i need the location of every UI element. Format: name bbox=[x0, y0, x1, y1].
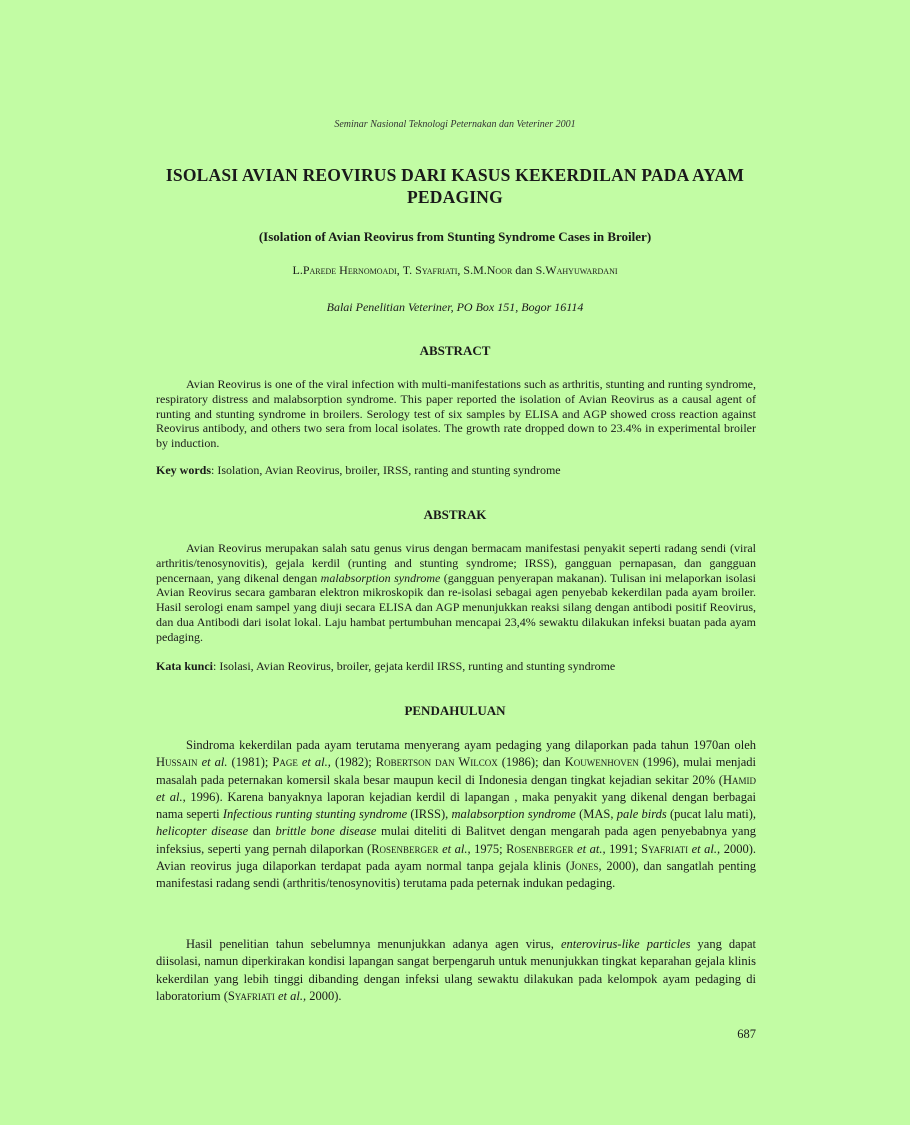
keywords-label: Key words bbox=[156, 463, 211, 477]
text-run: 2000). bbox=[306, 988, 342, 1003]
italic-term: et al., bbox=[274, 988, 307, 1003]
italic-term: malabsorption syndrome bbox=[451, 807, 576, 822]
text-run: (MAS, bbox=[575, 807, 617, 822]
text-run: 2000). Avian reovirus juga dilaporkan terdapat pada ayam normal tanpa gejala klinis ( bbox=[156, 841, 756, 874]
paper-subtitle: (Isolation of Avian Reovirus from Stunting Syndrome Cases in Broiler) bbox=[258, 229, 652, 244]
citation-author: Robertson dan Wilcox bbox=[375, 755, 498, 770]
abstrak-keywords bbox=[156, 659, 756, 674]
author-3: S.M.Noor bbox=[463, 263, 513, 277]
text-run: 1991; bbox=[605, 841, 642, 856]
citation-author: Syafriati bbox=[641, 841, 689, 856]
author-2: T. Syafriati bbox=[402, 263, 458, 277]
text-run: (1981); bbox=[227, 755, 273, 770]
text-run: yang dapat diisolasi, namun diperkirakan kondisi lapangan sangat berpengaruh untuk menunjukkan tingkat keparahan gejala klinis kekerdilan yang lebih tinggi dibanding dengan infeksi ulang sewaktu dilakukan pada kelompok ayam pedaging di laboratorium ( bbox=[156, 937, 756, 1003]
abstract-keywords bbox=[156, 463, 756, 478]
text-run: Hasil penelitian tahun sebelumnya menunjukkan adanya agen virus, bbox=[186, 937, 561, 951]
italic-term: Infectious runting stunting syndrome bbox=[222, 807, 408, 822]
italic-term: et al., bbox=[438, 841, 471, 856]
citation-author: Page bbox=[272, 755, 298, 770]
italic-term: et al. bbox=[197, 755, 228, 770]
abstrak-italic-term: malabsorption syndrome bbox=[320, 570, 441, 585]
intro-paragraph-1-text bbox=[156, 738, 756, 890]
citation-author: Kouwenhoven bbox=[564, 755, 639, 770]
citation-author: Hamid bbox=[722, 772, 756, 787]
text-run: , 2000), dan sangatlah penting manifestasi radang sendi (arthritis/tenosynovitis) terutama pada peternak indukan pedaging. bbox=[156, 859, 756, 891]
text-run: (IRSS), bbox=[407, 807, 452, 822]
italic-term: et al., bbox=[688, 841, 721, 856]
intro-paragraph-2 bbox=[156, 936, 756, 1005]
intro-paragraph-2-text bbox=[156, 937, 756, 1003]
text-run: (1996), mulai menjadi masalah pada peternakan komersil skala besar maupun kecil di Indonesia dengan tingkat kejadian sekitar 20% ( bbox=[156, 755, 756, 787]
running-header: Seminar Nasional Teknologi Peternakan dan Veteriner 2001 bbox=[334, 119, 576, 130]
text-run: dan bbox=[248, 824, 276, 839]
abstract-body: Avian Reovirus is one of the viral infection with multi-manifestations such as arthritis, stunting and runting syndrome, respiratory distress and malabsorption syndrome. This paper reported the isolation of Avian Reovirus as a causal agent of runting and stunting syndrome in broilers. Serology test of six samples by ELISA and AGP showed cross reaction against Reovirus antibody, and others two sera from local isolates. The growth rate dropped down to 23.4% in experimental broiler by induction. bbox=[156, 377, 756, 451]
citation-author: Jones bbox=[570, 859, 599, 874]
intro-paragraph-1 bbox=[156, 737, 756, 893]
keywords-text: : Isolation, Avian Reovirus, broiler, IRSS, ranting and stunting syndrome bbox=[211, 463, 561, 477]
text-run: (1982); bbox=[330, 755, 376, 770]
affiliation: Balai Penelitian Veteriner, PO Box 151, Bogor 16114 bbox=[326, 300, 584, 314]
abstrak-text bbox=[156, 541, 756, 645]
italic-term: enterovirus-like particles bbox=[560, 937, 691, 951]
kata-kunci-text: : Isolasi, Avian Reovirus, broiler, gejata kerdil IRSS, runting and stunting syndrome bbox=[213, 659, 616, 673]
paper-title: ISOLASI AVIAN REOVIRUS DARI KASUS KEKERDILAN PADA AYAM PEDAGING bbox=[165, 165, 745, 207]
citation-author: Rosenberger bbox=[371, 841, 439, 856]
text-run: 1996). Karena banyaknya laporan kejadian kerdil di lapangan , maka penyakit yang dikenal dengan berbagai nama seperti bbox=[156, 789, 756, 822]
abstrak-heading: ABSTRAK bbox=[423, 507, 487, 522]
text-run: mulai diteliti di Balitvet dengan mengarah pada agen penyebabnya yang infeksius, seperti yang pernah dilaporkan ( bbox=[156, 824, 756, 856]
author-1: L.Parede Hernomoadi bbox=[292, 263, 397, 277]
text-run: (1986); dan bbox=[497, 755, 565, 770]
abstrak-body-2: (gangguan penyerapan makanan). Tulisan ini melaporkan isolasi Avian Reovirus secara gambaran elektron mikroskopik dan re-isolasi sebagai agen penyebab kekerdilan pada ayam broiler. Hasil serologi enam sampel yang diuji secara ELISA dan AGP menunjukkan reaksi silang dengan antibodi positif Reovirus, dan dua Antibodi dari isolat lokal. Laju hambat pertumbuhan mencapai 23,4% sewaktu dilakukan infeksi buatan pada ayam pedaging. bbox=[156, 570, 756, 644]
citation-author: Rosenberger bbox=[506, 841, 574, 856]
text-run: 1975; bbox=[470, 841, 507, 856]
author-separator: dan bbox=[512, 263, 536, 277]
page-number: 687 bbox=[737, 1027, 756, 1041]
author-separator: , bbox=[396, 263, 403, 277]
citation-author: Hussain bbox=[156, 755, 198, 770]
italic-term: pale birds bbox=[616, 807, 667, 822]
italic-term: et al., bbox=[297, 755, 331, 770]
italic-term: et at., bbox=[573, 841, 606, 856]
abstract-heading: ABSTRACT bbox=[419, 343, 491, 358]
text-run: (pucat lalu mati), bbox=[666, 807, 756, 822]
italic-term: brittle bone disease bbox=[275, 824, 377, 839]
section-heading-pendahuluan: PENDAHULUAN bbox=[404, 703, 506, 718]
kata-kunci-label: Kata kunci bbox=[156, 659, 214, 673]
citation-author: Syafriati bbox=[227, 988, 275, 1003]
italic-term: helicopter disease bbox=[156, 824, 249, 839]
abstrak-body-1: Avian Reovirus merupakan salah satu genus virus dengan bermacam manifestasi penyakit seperti radang sendi (viral arthritis/tenosynovitis), gejala kerdil (runting and stunting syndrome; IRSS), gangguan pernapasan, dan gangguan pencernaan, yang dikenal dengan bbox=[156, 541, 756, 585]
author-list bbox=[0, 263, 910, 278]
italic-term: et al., bbox=[156, 789, 186, 804]
abstract-text bbox=[156, 377, 756, 451]
author-4: S.Wahyuwardani bbox=[535, 263, 618, 277]
author-separator: , bbox=[457, 263, 464, 277]
text-run: Sindroma kekerdilan pada ayam terutama menyerang ayam pedaging yang dilaporkan pada tahun 1970an oleh bbox=[186, 738, 756, 752]
